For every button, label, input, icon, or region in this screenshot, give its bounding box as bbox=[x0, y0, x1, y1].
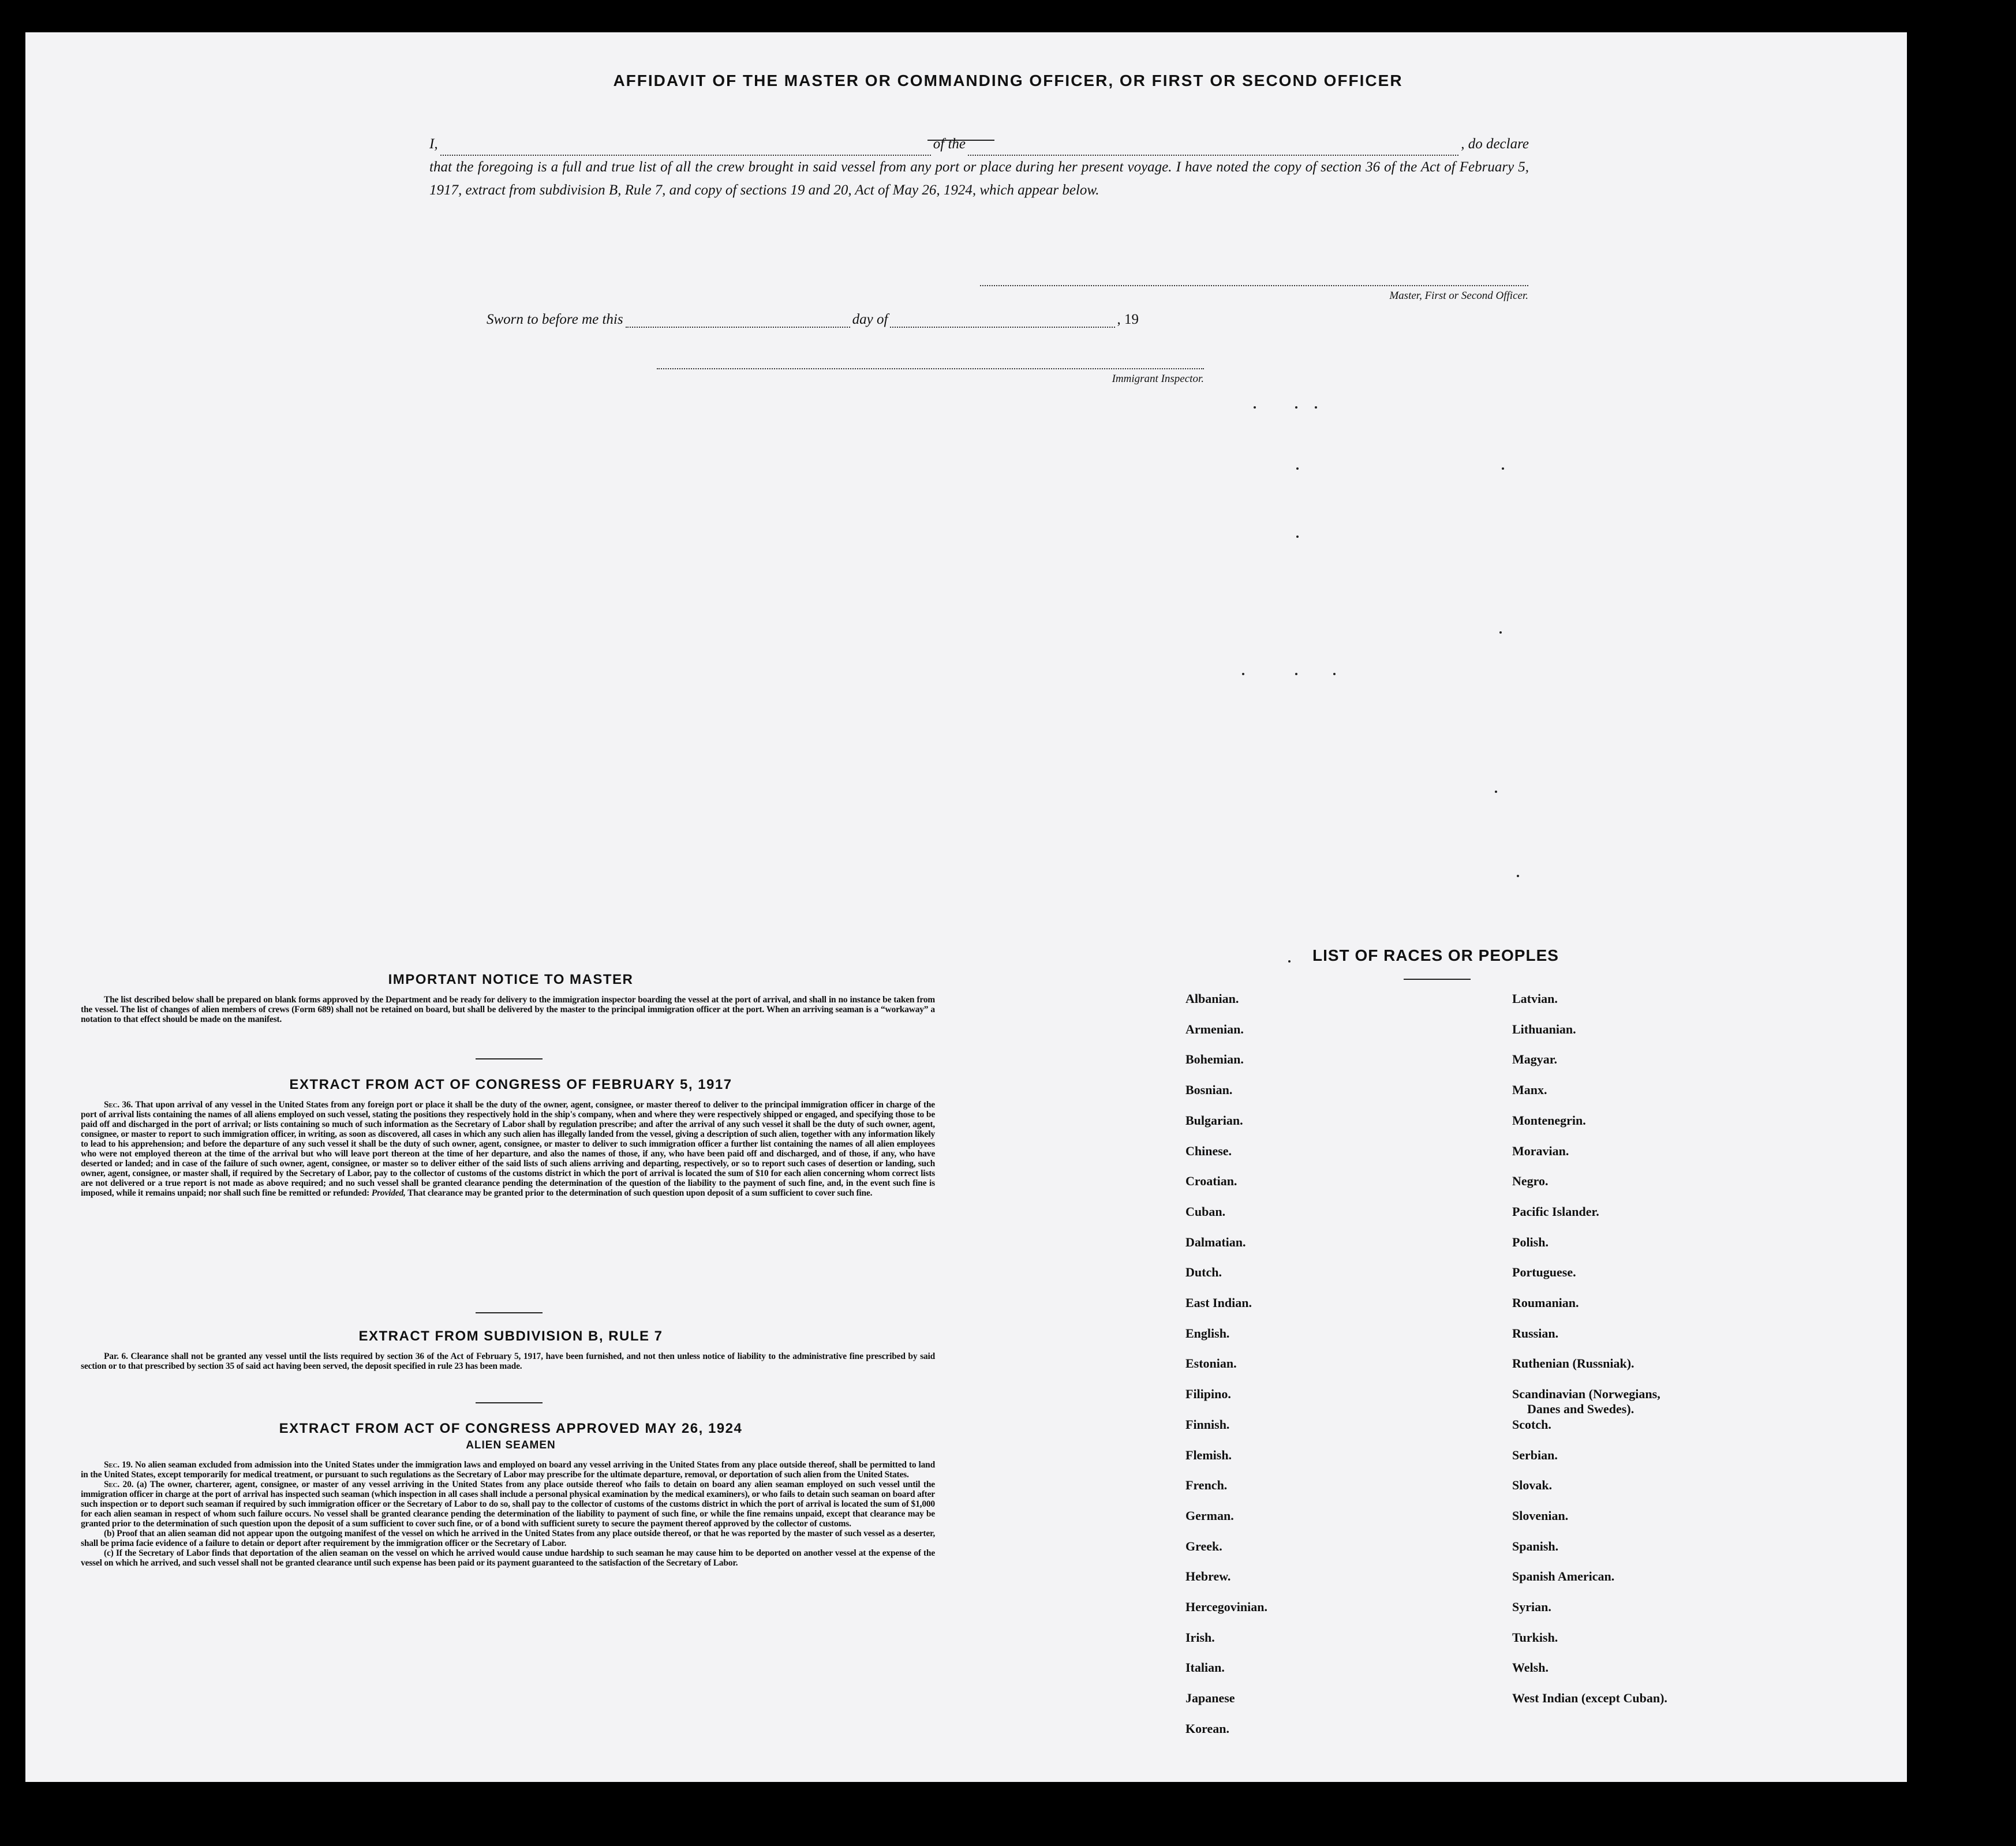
affidavit-text bbox=[429, 133, 1529, 202]
section-36-text: That upon arrival of any vessel in the United States from any foreign port or place it shall be the duty of the owner, agent, consignee, or master thereof to deliver to the principal immigration officer in charge of the port of arrival lists containing the names of all aliens employed on such vessel, stating the positions they respectively hold in the ship's company, when and where they were respectively shipped or engaged, and specifying those to be paid off and discharged in the port of arrival; or lists containing so much of such information as the Secretary of Labor shall by regulation prescribe; and after the arrival of any such vessel it shall be the duty of such owner, agent, consignee, or master to report to such immigration officer, in writing, as soon as discovered, all cases in which any such alien has illegally landed from the vessel, giving a description of such alien, together with any information likely to lead to his apprehension; and before the departure of any such vessel it shall be the duty of such owner, agent, consignee, or master to deliver to such immigration officer a further list containing the names of all alien employees who were not employed thereon at the time of the arrival but who will leave port thereon at the time of her departure, and also the names of those, if any, who have been paid off and discharged, and of those, if any, who have deserted or landed; and in case of the failure of such owner, agent, consignee, or master so to deliver either of the said lists of such aliens arriving and departing, respectively, or so to report such cases of desertion or landing, such owner, agent, consignee, or master shall, if required by the Secretary of Labor, pay to the collector of customs of the customs district in which the port of arrival is located the sum of $10 for each alien concerning whom correct lists are not delivered or a true report is not made as above required; and no such vessel shall be granted clearance pending the determination of the question of the liability to the payment of such fine, and, in the event such fine is imposed, while it remains unpaid; nor shall such fine be remitted or refunded: bbox=[81, 1100, 935, 1198]
races-title-divider bbox=[1404, 979, 1471, 980]
notice-title: IMPORTANT NOTICE TO MASTER bbox=[388, 972, 634, 987]
race-item: Hebrew. bbox=[1185, 1569, 1231, 1584]
extract-1917-title: EXTRACT FROM ACT OF CONGRESS OF FEBRUARY 5, 1917 bbox=[289, 1077, 732, 1092]
affidavit-title: AFFIDAVIT OF THE MASTER OR COMMANDING OFFICER, OR FIRST OR SECOND OFFICER bbox=[613, 72, 1403, 89]
day-blank[interactable] bbox=[626, 315, 850, 328]
section-19-paragraph bbox=[81, 1460, 935, 1480]
race-item: Irish. bbox=[1185, 1630, 1215, 1645]
race-item: Manx. bbox=[1512, 1083, 1547, 1098]
race-item: Bulgarian. bbox=[1185, 1113, 1243, 1128]
section-divider bbox=[476, 1058, 543, 1059]
race-item: Slovenian. bbox=[1512, 1508, 1569, 1523]
race-item: Slovak. bbox=[1512, 1478, 1553, 1493]
section-19-text: No alien seaman excluded from admission into the United States under the immigration laws and employed on board any vessel arriving in the United States from any place outside thereof, shall be permitted to land in the United States, except temporarily for medical treatment, or pursuant to such regulations as the Secretary of Labor may prescribe for the ultimate departure, removal, or deportation of such alien from the United States. bbox=[81, 1460, 935, 1480]
sworn-suffix: , 19 bbox=[1117, 312, 1139, 327]
race-item: Lithuanian. bbox=[1512, 1021, 1576, 1036]
section-19-label: Sec. 19. bbox=[104, 1460, 133, 1470]
race-item: Albanian. bbox=[1185, 991, 1239, 1006]
declarant-prefix: I, bbox=[429, 136, 438, 152]
race-item: Flemish. bbox=[1185, 1447, 1232, 1462]
race-item: Ruthenian (Russniak). bbox=[1512, 1356, 1635, 1371]
race-item: Scotch. bbox=[1512, 1417, 1551, 1432]
race-item: Dutch. bbox=[1185, 1265, 1222, 1280]
race-item: Chinese. bbox=[1185, 1143, 1232, 1158]
race-item: Welsh. bbox=[1512, 1660, 1549, 1675]
section-20c-paragraph: (c) If the Secretary of Labor finds that deportation of the alien seaman on the vessel on which he arrived would cause undue hardship to such seaman he may cause him to be deported on another vessel at the expense of the vessel on which he arrived, and such vessel shall not be granted clearance until such expense has been paid or its payment guaranteed to the satisfaction of the Secretary of Labor. bbox=[81, 1548, 935, 1568]
extract-1917-body bbox=[81, 1100, 935, 1198]
section-divider bbox=[476, 1402, 543, 1403]
race-item: Croatian. bbox=[1185, 1174, 1237, 1189]
race-item: Dalmatian. bbox=[1185, 1234, 1246, 1249]
declaration-line bbox=[429, 133, 1529, 156]
proviso-label: Provided, bbox=[371, 1188, 406, 1198]
race-item: Hercegovinian. bbox=[1185, 1600, 1267, 1614]
scan-speck bbox=[1315, 406, 1317, 409]
sworn-line bbox=[487, 312, 1139, 328]
section-20a-paragraph bbox=[81, 1480, 935, 1529]
master-signature-line[interactable] bbox=[980, 285, 1528, 286]
scan-speck bbox=[1288, 960, 1291, 963]
month-blank[interactable] bbox=[890, 315, 1114, 328]
binder-hole bbox=[1916, 645, 1945, 674]
race-item: Finnish. bbox=[1185, 1417, 1230, 1432]
binder-hole bbox=[1928, 1229, 1957, 1258]
race-item: Syrian. bbox=[1512, 1600, 1551, 1614]
race-item: Magyar. bbox=[1512, 1052, 1558, 1067]
inspector-label: Immigrant Inspector. bbox=[1112, 373, 1204, 385]
race-item: Spanish. bbox=[1512, 1538, 1559, 1553]
scan-speck bbox=[1295, 406, 1297, 409]
section-20a-text: (a) The owner, charterer, agent, consignee, or master of any vessel arriving in the United States from any place outside thereof who fails to detain on board any alien seaman employed on such vessel until the immigration officer in charge at the port of arrival has inspected such seaman (which inspection in all cases shall include a personal physical examination by the medical examiners), or who fails to detain such seaman on board after such inspection or to deport such seaman if required by such immigration officer or the Secretary of Labor to do so, shall pay to the collector of customs of the customs district in which the port of arrival is located the sum of $1,000 for each alien seaman in respect of whom such failure occurs. No vessel shall be granted clearance pending the determination of the liability to payment of such fine, or while the fine remains unpaid, except that clearance may be granted prior to the determination of such question upon the deposit of a sum sufficient to cover such fine, or of a bond with sufficient surety to secure the payment thereof approved by the collector of customs. bbox=[81, 1480, 935, 1529]
master-signature-label: Master, First or Second Officer. bbox=[1389, 290, 1528, 302]
race-item: German. bbox=[1185, 1508, 1234, 1523]
declarant-suffix: , do declare bbox=[1461, 136, 1529, 152]
scan-speck bbox=[1242, 673, 1244, 675]
race-item: Spanish American. bbox=[1512, 1569, 1615, 1584]
rule7-body bbox=[81, 1351, 935, 1371]
sworn-mid: day of bbox=[852, 312, 888, 327]
race-item: Korean. bbox=[1185, 1721, 1229, 1736]
race-item: Italian. bbox=[1185, 1660, 1225, 1675]
alien-seamen-subtitle: ALIEN SEAMEN bbox=[466, 1439, 556, 1451]
race-item: Polish. bbox=[1512, 1234, 1549, 1249]
scan-speck bbox=[1495, 791, 1497, 793]
race-item: Russian. bbox=[1512, 1325, 1559, 1340]
race-item: Moravian. bbox=[1512, 1143, 1569, 1158]
race-item: Pacific Islander. bbox=[1512, 1204, 1599, 1219]
section-20-label: Sec. 20. bbox=[104, 1480, 134, 1489]
scan-speck bbox=[1333, 673, 1336, 675]
binder-hole bbox=[1915, 556, 1944, 585]
race-item: Negro. bbox=[1512, 1174, 1549, 1189]
proviso-text: That clearance may be granted prior to the determination of such question upon deposit of a sum sufficient to cover such fine. bbox=[407, 1188, 873, 1198]
rule7-paragraph: Par. 6. Clearance shall not be granted any vessel until the lists required by section 36 of the Act of February 5, 1917, have been furnished, and not then unless notice of liability to the administrative fine prescribed by said section or to that prescribed by section 35 of said act having been served, the deposit specified in rule 23 has been made. bbox=[81, 1351, 935, 1371]
binder-hole bbox=[1925, 1141, 1954, 1170]
race-item: East Indian. bbox=[1185, 1295, 1252, 1310]
vessel-blank[interactable] bbox=[968, 143, 1458, 156]
name-blank[interactable] bbox=[440, 143, 931, 156]
declarant-mid: of the bbox=[933, 136, 966, 152]
section-36-paragraph bbox=[81, 1100, 935, 1198]
inspector-signature-line[interactable] bbox=[657, 368, 1204, 369]
scan-speck bbox=[1499, 631, 1502, 634]
race-item: Danes and Swedes). bbox=[1527, 1402, 1635, 1417]
scan-speck bbox=[1296, 536, 1299, 538]
scan-speck bbox=[1517, 875, 1519, 877]
race-item: Roumanian. bbox=[1512, 1295, 1579, 1310]
binder-hole bbox=[1924, 1506, 1953, 1535]
binder-hole bbox=[1917, 282, 1946, 310]
race-item: Montenegrin. bbox=[1512, 1113, 1586, 1128]
race-item: Japanese bbox=[1185, 1691, 1235, 1706]
race-item: Filipino. bbox=[1185, 1387, 1231, 1402]
notice-paragraph: The list described below shall be prepared on blank forms approved by the Department and be ready for delivery to the immigration inspector boarding the vessel at the port of arrival, and shall in no instance be taken from the vessel. The list of changes of alien members of crews (Form 689) shall not be retained on board, but shall be delivered by the master to the principal immigration officer at the port. When an arriving seaman is a “workaway” a notation to that effect should be made on the manifest. bbox=[81, 995, 935, 1024]
race-item: Estonian. bbox=[1185, 1356, 1237, 1371]
race-item: English. bbox=[1185, 1325, 1230, 1340]
notice-body bbox=[81, 995, 935, 1024]
extract-1924-body bbox=[81, 1460, 935, 1568]
race-item: Scandinavian (Norwegians, bbox=[1512, 1387, 1660, 1402]
section-36-label: Sec. 36. bbox=[104, 1100, 133, 1110]
race-item: Bohemian. bbox=[1185, 1052, 1244, 1067]
race-item: West Indian (except Cuban). bbox=[1512, 1691, 1667, 1706]
race-item: Cuban. bbox=[1185, 1204, 1226, 1219]
section-20b-paragraph: (b) Proof that an alien seaman did not appear upon the outgoing manifest of the vessel on which he arrived in the United States from any place outside thereof, or that he was reported by the master of such vessel as a deserter, shall be prima facie evidence of a failure to detain or deport after requirement by the immigration officer or the Secretary of Labor. bbox=[81, 1529, 935, 1548]
rule7-title: EXTRACT FROM SUBDIVISION B, RULE 7 bbox=[358, 1328, 663, 1344]
torn-page-edge bbox=[1981, 40, 2016, 225]
scan-speck bbox=[1502, 467, 1504, 470]
race-item: Latvian. bbox=[1512, 991, 1558, 1006]
race-item: Armenian. bbox=[1185, 1021, 1244, 1036]
races-list-title: LIST OF RACES OR PEOPLES bbox=[1312, 946, 1559, 964]
race-item: Bosnian. bbox=[1185, 1083, 1233, 1098]
binder-hole bbox=[1916, 196, 1945, 225]
race-item: Portuguese. bbox=[1512, 1265, 1576, 1280]
scan-speck bbox=[1295, 673, 1297, 675]
scan-speck bbox=[1254, 406, 1256, 409]
extract-1924-title: EXTRACT FROM ACT OF CONGRESS APPROVED MAY 26, 1924 bbox=[279, 1421, 743, 1436]
section-divider bbox=[476, 1312, 543, 1313]
race-item: French. bbox=[1185, 1478, 1228, 1493]
binder-hole bbox=[1930, 1588, 1959, 1617]
scan-speck bbox=[1296, 467, 1299, 470]
race-item: Turkish. bbox=[1512, 1630, 1558, 1645]
sworn-prefix: Sworn to before me this bbox=[487, 312, 623, 327]
affidavit-body: that the foregoing is a full and true list of all the crew brought in said vessel from any port or place during her present voyage. I have noted the copy of section 36 of the Act of February 5, 1917, extract from subdivision B, Rule 7, and copy of sections 19 and 20, Act of May 26, 1924, which appear below. bbox=[429, 159, 1529, 198]
race-item: Greek. bbox=[1185, 1538, 1222, 1553]
race-item: Serbian. bbox=[1512, 1447, 1558, 1462]
